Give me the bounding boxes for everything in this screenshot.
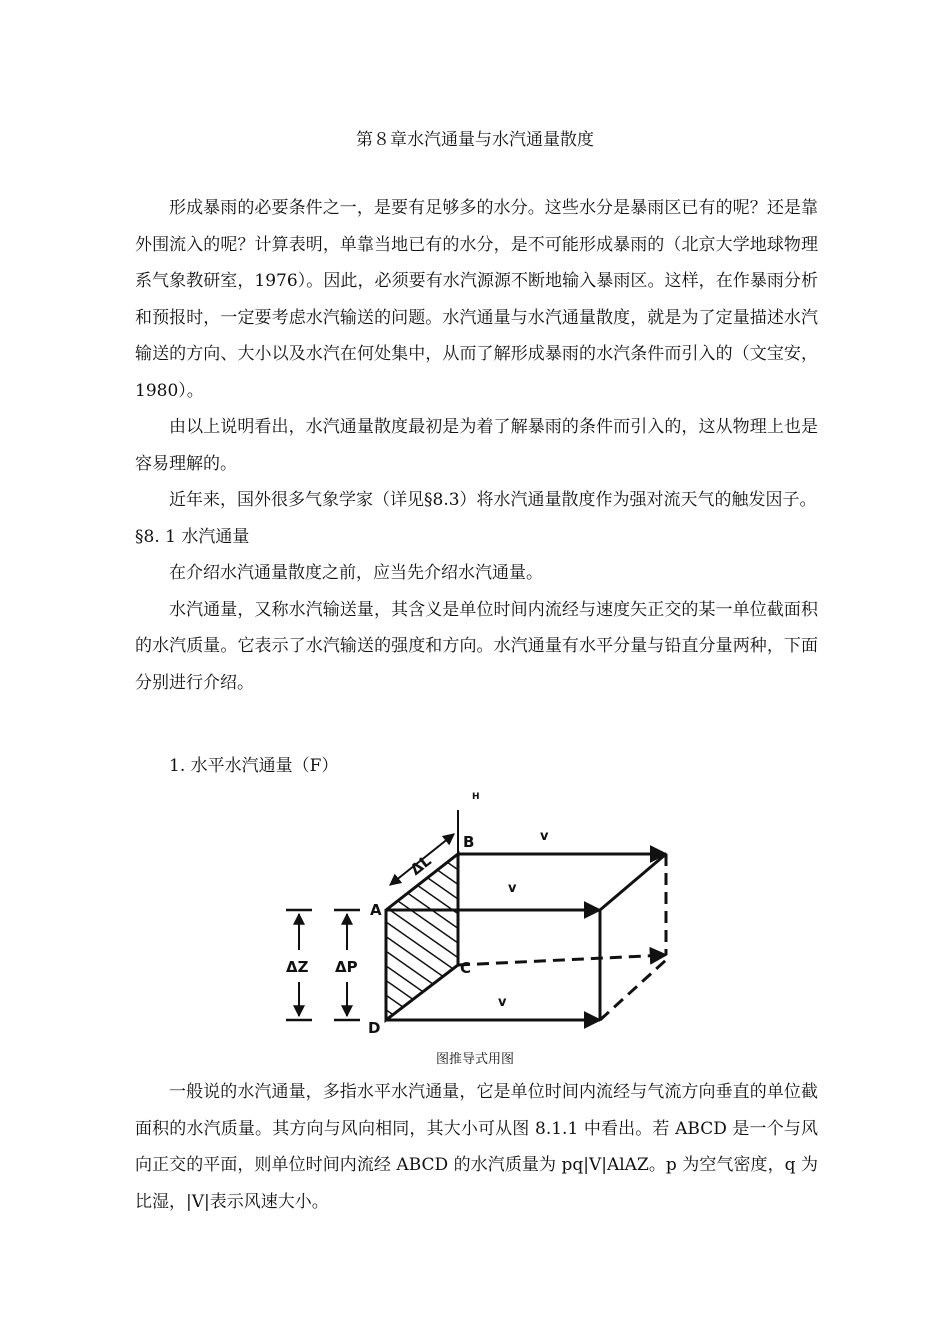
label-c: C <box>460 959 472 977</box>
after-figure-paragraph-1: 一般说的水汽通量，多指水平水汽通量，它是单位时间内流经与气流方向垂直的单位截面积的水汽质量。其方向与风向相同，其大小可从图 8.1.1 中看出。若 ABCD 是一个与风向正交的平面，则单位时间内流经 ABCD 的水汽质量为 pq|V|AlAZ。p 为空气密度，q 为比湿，|V|表示风速大小。 <box>135 1082 818 1212</box>
label-d: D <box>368 1019 381 1037</box>
label-v-middle: v <box>508 881 517 896</box>
box-edge <box>600 960 666 1020</box>
chapter-title: 第８章水汽通量与水汽通量散度 <box>356 130 594 150</box>
figure-caption: 图推导式用图 <box>435 1052 514 1067</box>
bottom-back-arrow <box>458 955 666 965</box>
paragraph-3: 近年来，国外很多气象学家（详见§8.3）将水汽通量散度作为强对流天气的触发因子。 <box>169 490 817 510</box>
paragraph-1: 形成暴雨的必要条件之一，是要有足够多的水分。这些水分是暴雨区已有的呢？还是靠外围流入的呢？计算表明，单靠当地已有的水分，是不可能形成暴雨的（北京大学地球物理系气象教研室，1976）。因此，必须要有水汽源源不断地输入暴雨区。这样，在作暴雨分析和预报时，一定要考虑水汽输送的问题。水汽通量与水汽通量散度，就是为了定量描述水汽输送的方向、大小以及水汽在何处集中，从而了解形成暴雨的水汽条件而引入的（文宝安，1980）。 <box>135 198 818 401</box>
label-v-top: v <box>540 829 549 844</box>
paragraph-2: 由以上说明看出，水汽通量散度最初是为着了解暴雨的条件而引入的，这从物理上也是容易理解的。 <box>135 417 818 474</box>
flux-box-diagram <box>280 790 680 1045</box>
subsection-block <box>135 748 818 785</box>
diagram-svg <box>280 790 680 1045</box>
label-a: A <box>370 901 382 919</box>
label-b: B <box>463 833 475 851</box>
section-paragraph-1: 在介绍水汽通量散度之前，应当先介绍水汽通量。 <box>169 563 543 583</box>
after-figure-text-block <box>135 1074 818 1220</box>
box-edge <box>600 854 666 910</box>
section-paragraph-2: 水汽通量，又称水汽输送量，其含义是单位时间内流经与速度矢正交的某一单位截面积的水汽质量。它表示了水汽输送的强度和方向。水汽通量有水平分量与铅直分量两种，下面分别进行介绍。 <box>135 599 818 693</box>
section-heading: §8. 1 水汽通量 <box>135 526 250 547</box>
subsection-heading: 1. 水平水汽通量（F） <box>169 756 339 776</box>
label-v-bottom: v <box>498 995 507 1010</box>
label-delta-z: ΔZ <box>286 958 309 976</box>
label-delta-p: ΔP <box>335 958 358 976</box>
label-delta-l: ΔL <box>406 851 435 879</box>
label-h: H <box>472 792 480 802</box>
intro-text-block <box>135 190 818 701</box>
